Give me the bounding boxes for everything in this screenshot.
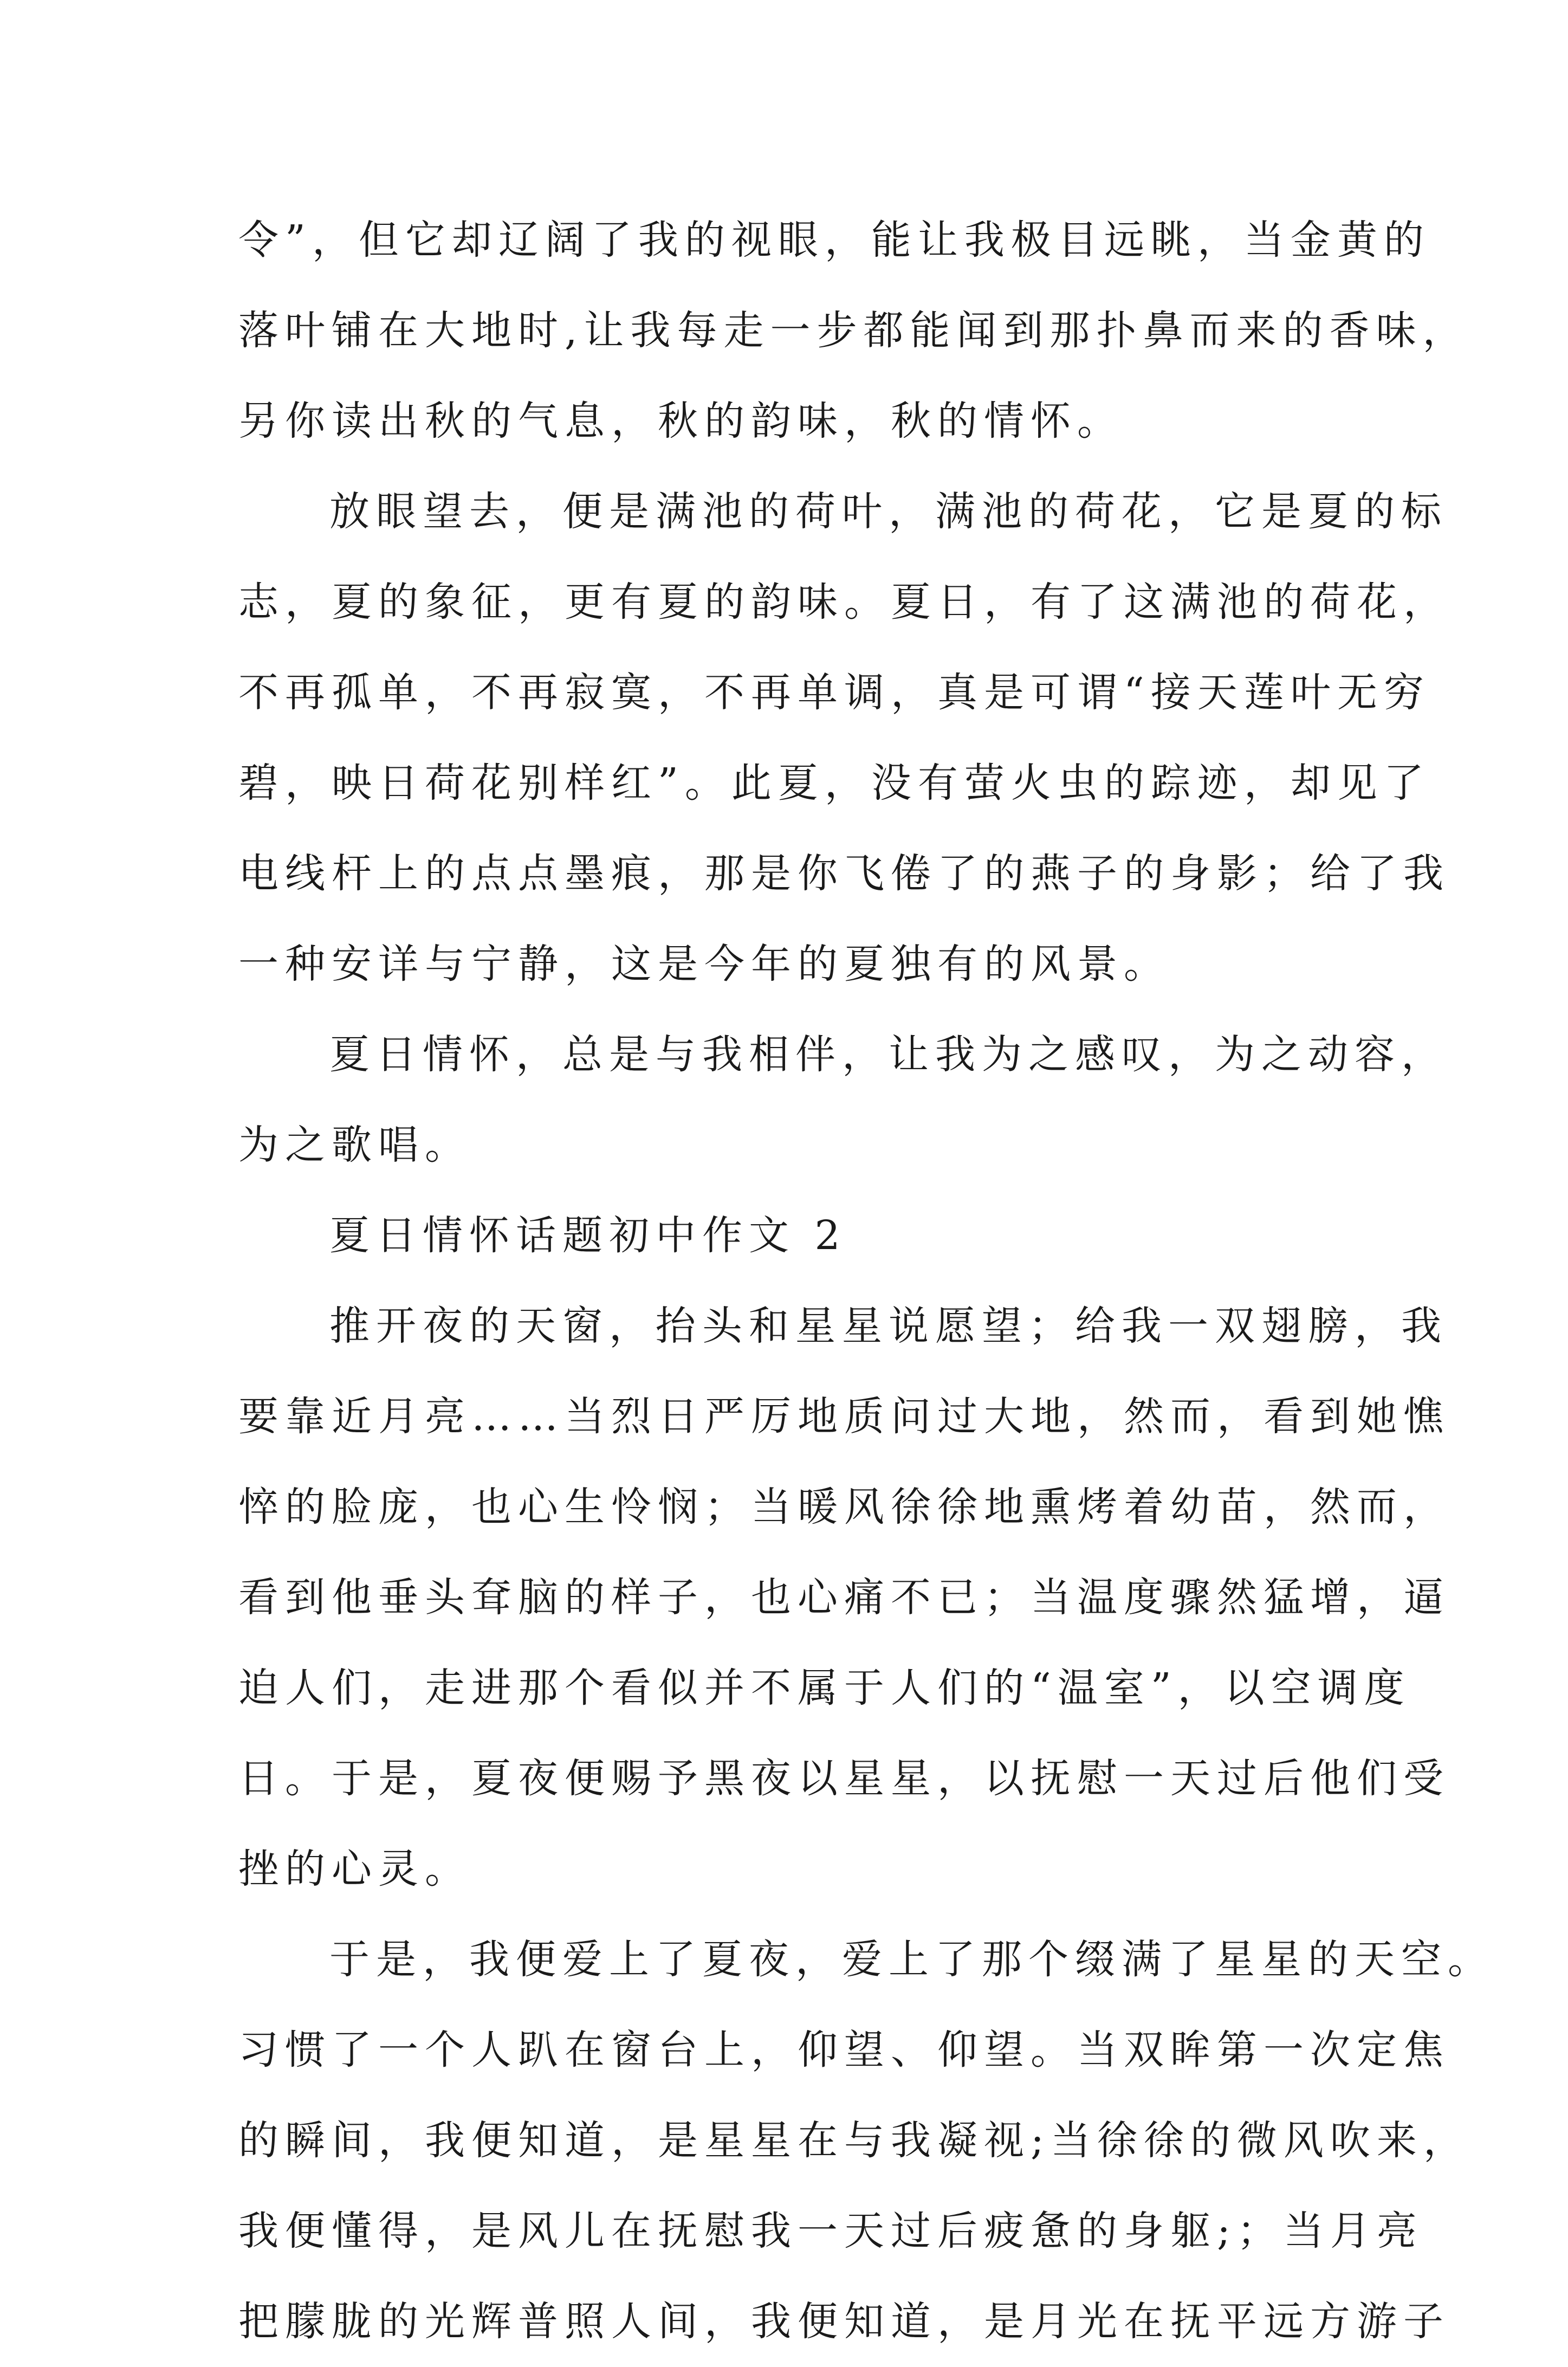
text-line: 要靠近月亮……当烈日严厉地质问过大地，然而，看到她憔 [238,1393,1450,1440]
essay-body [238,195,1494,2367]
text-line: 令”，但它却辽阔了我的视眼，能让我极目远眺，当金黄的 [238,217,1430,263]
text-line: 日。于是，夏夜便赐予黑夜以星星，以抚慰一天过后他们受 [238,1755,1450,1802]
text-line: 电线杆上的点点墨痕，那是你飞倦了的燕子的身影；给了我 [238,850,1450,897]
text-line: 一种安详与宁静，这是今年的夏独有的风景。 [238,941,1170,987]
text-line: 悴的脸庞，也心生怜悯；当暖风徐徐地熏烤着幼苗，然而， [238,1484,1450,1530]
text-line: 碧，映日荷花别样红”。此夏，没有萤火虫的踪迹，却见了 [238,760,1430,806]
paragraph-first-line: 推开夜的天窗，抬头和星星说愿望；给我一双翅膀，我 [329,1303,1448,1349]
text-line: 看到他垂头耷脑的样子，也心痛不已；当温度骤然猛增，逼 [238,1574,1450,1621]
text-line: 为之歌唱。 [238,1122,471,1168]
text-line: 把朦胧的光辉普照人间，我便知道，是月光在抚平远方游子 [238,2298,1450,2345]
paragraph-first-line: 夏日情怀，总是与我相伴，让我为之感叹，为之动容， [329,1031,1448,1078]
text-line: 挫的心灵。 [238,1846,471,1892]
text-line: 落叶铺在大地时,让我每走一步都能闻到那扑鼻而来的香味， [238,307,1469,354]
text-line: 不再孤单，不再寂寞，不再单调，真是可谓“接天莲叶无穷 [238,669,1430,716]
section-heading: 夏日情怀话题初中作文 2 [329,1212,847,1259]
text-line: 我便懂得，是风儿在抚慰我一天过后疲惫的身躯;；当月亮 [238,2208,1423,2254]
text-line: 志，夏的象征，更有夏的韵味。夏日，有了这满池的荷花， [238,579,1450,625]
paragraph-first-line: 于是，我便爱上了夏夜，爱上了那个缀满了星星的天空。 [329,1936,1494,1983]
text-line: 的瞬间，我便知道，是星星在与我凝视;当徐徐的微风吹来， [238,2117,1470,2164]
text-line: 习惯了一个人趴在窗台上，仰望、仰望。当双眸第一次定焦 [238,2027,1450,2073]
paragraph-first-line: 放眼望去，便是满池的荷叶，满池的荷花，它是夏的标 [329,488,1448,535]
text-line: 另你读出秋的气息，秋的韵味，秋的情怀。 [238,398,1124,444]
text-line: 迫人们，走进那个看似并不属于人们的“温室”，以空调度 [238,1665,1411,1711]
